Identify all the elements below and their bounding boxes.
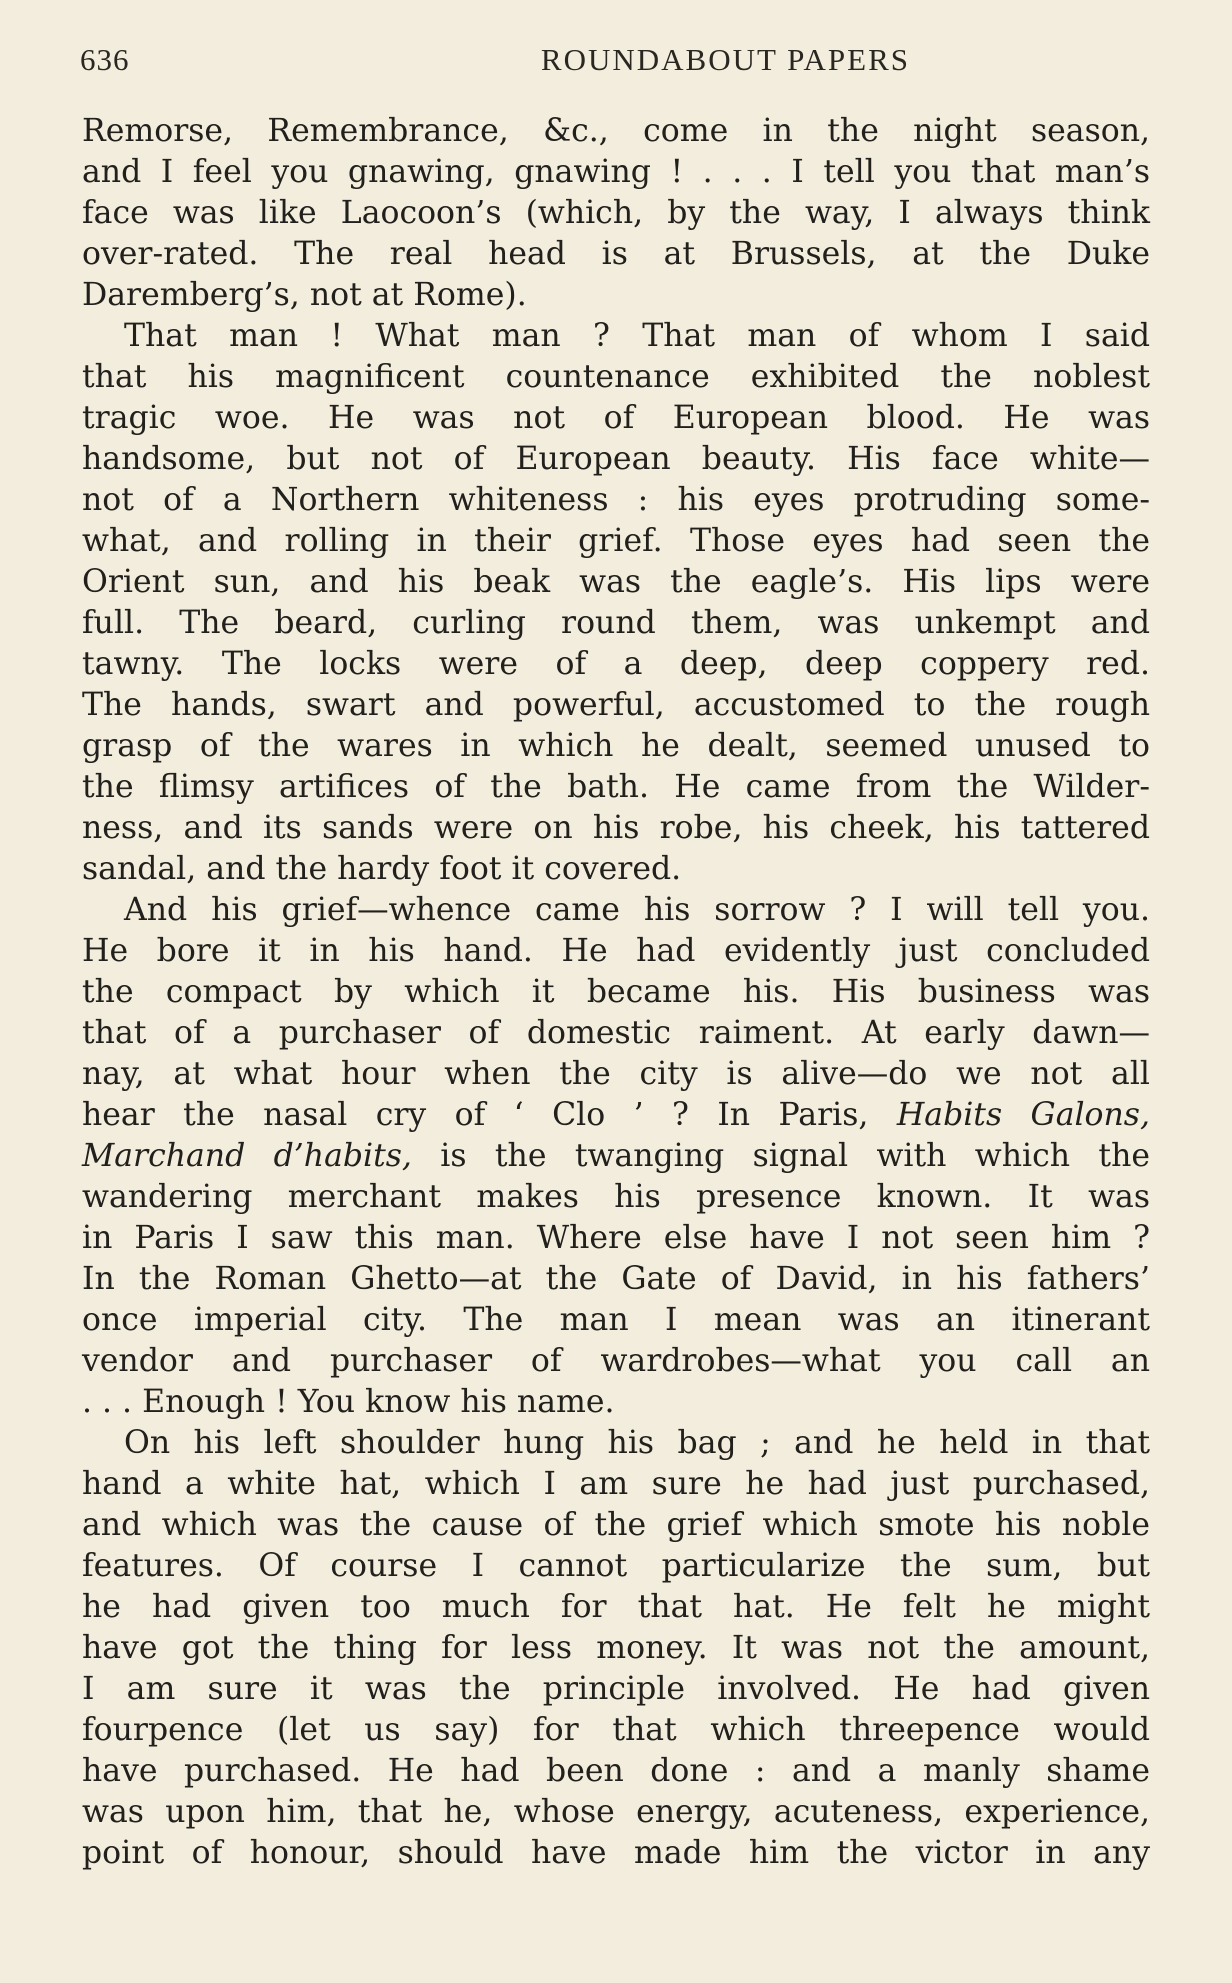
text-line: vendor and purchaser of wardrobes—what you call an: [82, 1343, 1150, 1379]
text-line: handsome, but not of European beauty. His face white—: [82, 441, 1150, 477]
paragraph-start-line: That man ! What man ? That man of whom I said: [124, 318, 1150, 354]
italic-phrase: Habits Galons,: [896, 1097, 1150, 1133]
text-line: over-rated. The real head is at Brussels, at the Duke: [82, 236, 1150, 272]
text-line: and which was the cause of the grief which smote his noble: [82, 1507, 1150, 1543]
page-number: 636: [80, 42, 130, 77]
text-line: wandering merchant makes his presence known. It was: [82, 1179, 1150, 1215]
text-line: [82, 1095, 1150, 1136]
text-line: . . . Enough ! You know his name.: [82, 1384, 615, 1420]
text-line: fourpence (let us say) for that which threepence would: [82, 1712, 1150, 1748]
text-line: that his magnificent countenance exhibited the noblest: [82, 359, 1150, 395]
text-line: ness, and its sands were on his robe, his cheek, his tattered: [82, 810, 1150, 846]
text-line: [82, 1136, 1150, 1177]
text-line: and I feel you gnawing, gnawing ! . . . I tell you that man’s: [82, 154, 1150, 190]
text-line: grasp of the wares in which he dealt, seemed unused to: [82, 728, 1150, 764]
text-line: The hands, swart and powerful, accustomed to the rough: [82, 687, 1150, 723]
text-line-segment: is the twanging signal with which the: [440, 1138, 1151, 1174]
text-line: In the Roman Ghetto—at the Gate of David, in his fathers’: [82, 1261, 1150, 1297]
text-line: once imperial city. The man I mean was an itinerant: [82, 1302, 1150, 1338]
running-title: ROUNDABOUT PAPERS: [540, 42, 910, 77]
text-line: point of honour, should have made him the victor in any: [82, 1835, 1150, 1871]
text-line: nay, at what hour when the city is alive—do we not all: [82, 1056, 1150, 1092]
text-line: the flimsy artifices of the bath. He came from the Wilder-: [82, 769, 1150, 805]
paragraph-start-line: On his left shoulder hung his bag ; and he held in that: [124, 1425, 1150, 1461]
text-line: tawny. The locks were of a deep, deep coppery red.: [82, 646, 1150, 682]
text-line: Orient sun, and his beak was the eagle’s. His lips were: [82, 564, 1150, 600]
text-line: He bore it in his hand. He had evidently just concluded: [82, 933, 1150, 969]
text-line: Daremberg’s, not at Rome).: [82, 277, 527, 313]
text-line: have got the thing for less money. It was not the amount,: [82, 1630, 1150, 1666]
text-line: was upon him, that he, whose energy, acuteness, experience,: [82, 1794, 1150, 1830]
text-line-segment: hear the nasal cry of ‘ Clo ’ ? In Paris,: [82, 1097, 869, 1133]
text-line: that of a purchaser of domestic raiment. At early dawn—: [82, 1015, 1150, 1051]
body-text: [82, 111, 1150, 1874]
text-line: not of a Northern whiteness : his eyes protruding some-: [82, 482, 1150, 518]
text-line: what, and rolling in their grief. Those eyes had seen the: [82, 523, 1150, 559]
text-line: features. Of course I cannot particularize the sum, but: [82, 1548, 1150, 1584]
text-line: face was like Laocoon’s (which, by the way, I always think: [82, 195, 1150, 231]
text-line: Remorse, Remembrance, &c., come in the night season,: [82, 113, 1150, 149]
italic-phrase: Marchand d’habits,: [82, 1138, 412, 1174]
text-line: hand a white hat, which I am sure he had just purchased,: [82, 1466, 1150, 1502]
text-line: in Paris I saw this man. Where else have I not seen him ?: [82, 1220, 1150, 1256]
text-line: sandal, and the hardy foot it covered.: [82, 851, 682, 887]
text-line: have purchased. He had been done : and a manly shame: [82, 1753, 1150, 1789]
paragraph-start-line: And his grief—whence came his sorrow ? I will tell you.: [124, 892, 1150, 928]
text-line: he had given too much for that hat. He felt he might: [82, 1589, 1150, 1625]
text-line: full. The beard, curling round them, was unkempt and: [82, 605, 1150, 641]
text-line: I am sure it was the principle involved. He had given: [82, 1671, 1150, 1707]
running-head: [80, 42, 1150, 82]
text-line: tragic woe. He was not of European blood. He was: [82, 400, 1150, 436]
text-line: the compact by which it became his. His business was: [82, 974, 1150, 1010]
